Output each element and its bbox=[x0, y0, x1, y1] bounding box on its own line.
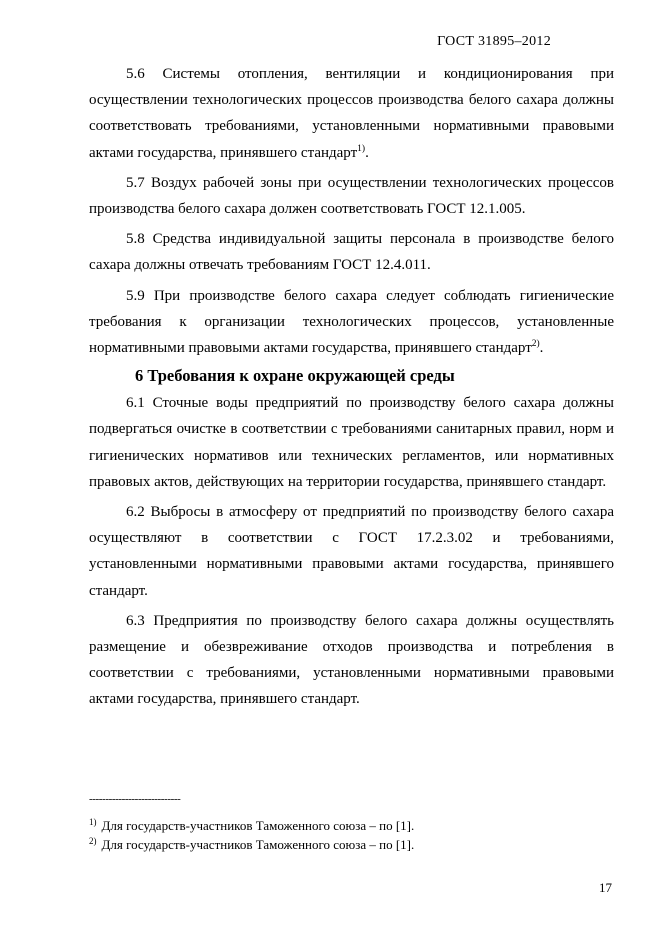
document-header: ГОСТ 31895–2012 bbox=[437, 34, 551, 49]
clause-5-9-text: 5.9 При производстве белого сахара следует соблюдать гигиенические требования к организации технологических процессов, установленные нормативными правовыми актами государства, принявшего стандарт bbox=[89, 287, 614, 357]
page-number: 17 bbox=[599, 880, 612, 895]
footnote-2-mark: 2) bbox=[89, 836, 97, 846]
clause-5-9-tail: . bbox=[539, 340, 544, 357]
clause-6-3: 6.3 Предприятия по производству белого сахара должны осуществлять размещение и обезвреживание отходов производства и потребления в соответствии с требованиями, установленными нормативными правовыми актами государства, принявшего стандарт. bbox=[89, 612, 614, 708]
footnote-2 bbox=[89, 835, 414, 854]
clause-5-7: 5.7 Воздух рабочей зоны при осуществлении технологических процессов производства белого сахара должен соответствовать ГОСТ 12.1.005. bbox=[89, 174, 614, 218]
footnote-1 bbox=[89, 816, 414, 835]
footnote-ref-2: 2) bbox=[531, 339, 540, 350]
footnote-1-mark: 1) bbox=[89, 817, 97, 827]
footnote-1-text: Для государств-участников Таможенного союза – по [1]. bbox=[101, 818, 415, 833]
clause-5-6 bbox=[89, 61, 614, 166]
clause-6-2: 6.2 Выбросы в атмосферу от предприятий по производству белого сахара осуществляют в соответствии с ГОСТ 17.2.3.02 и требованиями, установленными нормативными правовыми актами государства, принявшего стандарт. bbox=[89, 504, 614, 599]
clause-5-9 bbox=[89, 283, 614, 362]
footnotes bbox=[89, 816, 414, 854]
clause-6-1: 6.1 Сточные воды предприятий по производству белого сахара должны подвергаться очистке в соответствии с требованиями санитарных правил, норм и гигиенических нормативов или технических регламентов, или нормативных правовых актов, действующих на территории государства, принявшего стандарт. bbox=[89, 395, 614, 490]
clause-5-6-tail: . bbox=[365, 144, 369, 161]
clause-5-6-text: 5.6 Системы отопления, вентиляции и кондиционирования при осуществлении технологических процессов производства белого сахара должны соответствовать требованиями, установленными нормативными правовыми актами государства, принявшего стандарт bbox=[89, 66, 614, 161]
section-6-heading: 6 Требования к охране окружающей среды bbox=[135, 366, 455, 386]
footnote-2-text: Для государств-участников Таможенного союза – по [1]. bbox=[101, 837, 415, 852]
footnote-ref-1: 1) bbox=[357, 143, 366, 154]
clause-5-8: 5.8 Средства индивидуальной защиты персонала в производстве белого сахара должны отвечать требованиям ГОСТ 12.4.011. bbox=[89, 231, 614, 274]
main-content bbox=[89, 61, 614, 713]
footnote-separator: ---------------------------- bbox=[89, 793, 181, 805]
